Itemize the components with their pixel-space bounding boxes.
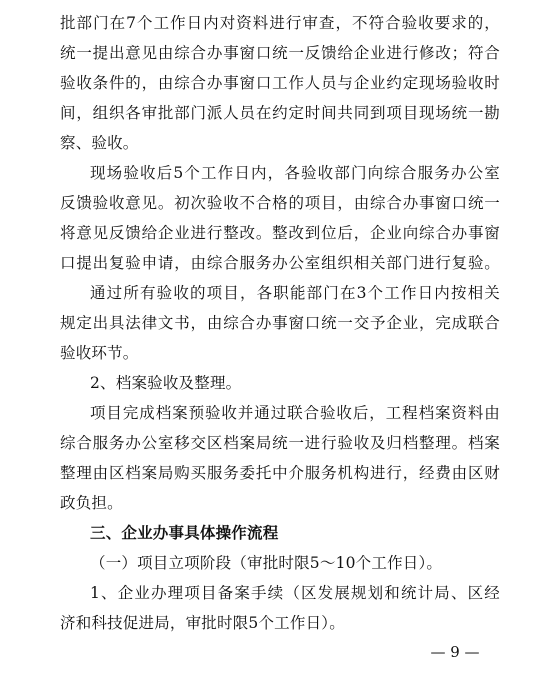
text-line-2: 统一提出意见由综合办事窗口统一反馈给企业进行修改；符合 [60, 44, 500, 62]
text-line-12: 验收环节。 [60, 344, 139, 362]
text-line-15: 综合服务办公室移交区档案局统一进行验收及归档整理。档案 [60, 434, 500, 452]
text-line-6: 现场验收后5个工作日内，各验收部门向综合服务办公室 [90, 164, 500, 182]
text-line-1: 批部门在7个工作日内对资料进行审查，不符合验收要求的， [60, 14, 500, 32]
text-line-14: 项目完成档案预验收并通过联合验收后，工程档案资料由 [90, 404, 500, 422]
text-line-10: 通过所有验收的项目，各职能部门在3个工作日内按相关 [90, 284, 500, 302]
text-line-5: 察、验收。 [60, 134, 139, 152]
text-line-11: 规定出具法律文书，由综合办事窗口统一交予企业，完成联合 [60, 314, 500, 332]
text-line-7: 反馈验收意见。初次验收不合格的项目，由综合办事窗口统一 [60, 194, 500, 212]
section-heading-archive: 2、档案验收及整理。 [90, 374, 242, 392]
text-line-20: 1、企业办理项目备案手续（区发展规划和统计局、区经 [90, 584, 500, 602]
page-number: — 9 — [430, 643, 480, 661]
text-line-8: 将意见反馈给企业进行整改。整改到位后，企业向综合办事窗 [60, 224, 500, 242]
text-line-4: 间，组织各审批部门派人员在约定时间共同到项目现场统一勘 [60, 104, 500, 122]
text-line-16: 整理由区档案局购买服务委托中介服务机构进行，经费由区财 [60, 464, 500, 482]
text-line-9: 口提出复验申请，由综合服务办公室组织相关部门进行复验。 [60, 254, 500, 272]
section-heading-procedure: 三、企业办事具体操作流程 [90, 524, 279, 542]
text-line-3: 验收条件的，由综合办事窗口工作人员与企业约定现场验收时 [60, 74, 500, 92]
text-line-21: 济和科技促进局，审批时限5个工作日）。 [60, 614, 345, 632]
text-line-17: 政负担。 [60, 494, 123, 512]
subsection-heading-project-approval: （一）项目立项阶段（审批时限5～10个工作日）。 [90, 554, 443, 572]
